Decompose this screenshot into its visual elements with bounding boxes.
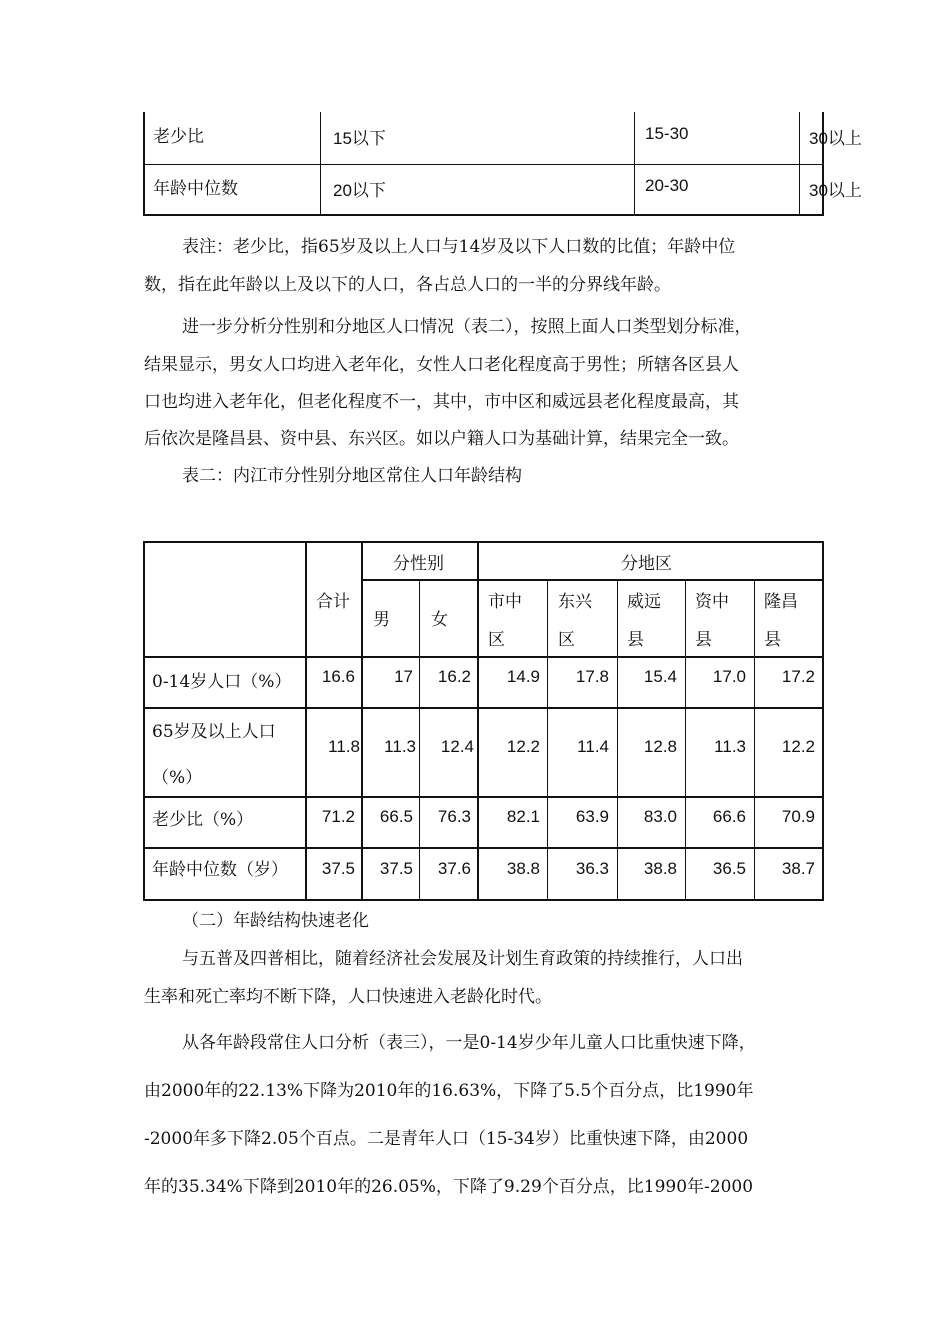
body-text-line: 口也均进入老年化，但老化程度不一，其中，市中区和威远县老化程度最高，其 xyxy=(144,392,739,412)
row-label: 0-14岁人口（%） xyxy=(152,672,292,692)
table-cell: 76.3 xyxy=(437,807,471,826)
table-cell: 12.4 xyxy=(440,737,474,756)
table-cell: 66.5 xyxy=(379,807,413,826)
table-cell: 20以下 xyxy=(333,181,386,200)
body-text-line: 年的35.34%下降到2010年的26.05%，下降了9.29个百分点，比1990年-2000 xyxy=(144,1177,754,1197)
table-cell: 15.4 xyxy=(643,667,677,686)
table-cell: 12.2 xyxy=(506,737,540,756)
table-cell: 38.7 xyxy=(781,859,815,878)
header-total: 合计 xyxy=(316,592,350,612)
table-cell: 11.3 xyxy=(714,737,746,756)
header-region-bottom: 县 xyxy=(627,630,644,650)
header-region-top: 资中 xyxy=(695,592,729,612)
header-female: 女 xyxy=(431,610,448,630)
body-text-line: 由2000年的22.13%下降为2010年的16.63%，下降了5.5个百分点，比1990年 xyxy=(144,1081,754,1101)
header-region-bottom: 县 xyxy=(764,630,781,650)
table-note-line: 表注：老少比，指65岁及以上人口与14岁及以下人口数的比值；年龄中位 xyxy=(182,237,736,257)
table-cell: 15以下 xyxy=(333,129,386,148)
table-cell: 36.5 xyxy=(712,859,746,878)
table-cell: 11.3 xyxy=(384,737,416,756)
table-border xyxy=(547,579,548,901)
body-text-line: -2000年多下降2.05个百点。二是青年人口（15-34岁）比重快速下降，由2000 xyxy=(144,1129,749,1149)
table-border xyxy=(143,899,824,901)
table-cell: 83.0 xyxy=(643,807,677,826)
section-heading: （二）年龄结构快速老化 xyxy=(182,911,369,931)
row-label-cont: （%） xyxy=(152,768,203,788)
body-text-line: 结果显示，男女人口均进入老年化，女性人口老化程度高于男性；所辖各区县人 xyxy=(144,355,739,375)
table-cell: 71.2 xyxy=(321,807,355,826)
table-cell: 66.6 xyxy=(712,807,746,826)
table-cell: 37.6 xyxy=(437,859,471,878)
table-cell: 12.2 xyxy=(781,737,815,756)
table-cell: 11.4 xyxy=(577,737,609,756)
table-border xyxy=(419,579,420,901)
table-cell: 16.6 xyxy=(321,667,355,686)
table-cell: 15-30 xyxy=(645,124,689,143)
table-border xyxy=(143,656,824,658)
header-region-bottom: 县 xyxy=(695,630,712,650)
table-cell: 12.8 xyxy=(643,737,677,756)
age-structure-table xyxy=(143,541,824,901)
table-border xyxy=(143,541,824,543)
body-text-line: 与五普及四普相比，随着经济社会发展及计划生育政策的持续推行，人口出 xyxy=(182,949,743,969)
table-cell: 30以上 xyxy=(809,129,862,148)
table-border xyxy=(143,707,824,709)
table-cell: 37.5 xyxy=(379,859,413,878)
table-border xyxy=(143,214,824,216)
body-text-line: 生率和死亡率均不断下降，人口快速进入老龄化时代。 xyxy=(144,987,552,1007)
header-region-bottom: 区 xyxy=(488,630,505,650)
table-cell: 36.3 xyxy=(575,859,609,878)
header-region-bottom: 区 xyxy=(558,630,575,650)
table-border xyxy=(143,847,824,849)
header-by-gender: 分性别 xyxy=(393,554,444,574)
table-note-line: 数，指在此年龄以上及以下的人口，各占总人口的一半的分界线年龄。 xyxy=(144,275,671,295)
table-cell: 17.8 xyxy=(575,667,609,686)
table-caption: 表二：内江市分性别分地区常住人口年龄结构 xyxy=(182,466,522,486)
table-cell-label: 老少比 xyxy=(153,127,204,147)
table-cell: 16.2 xyxy=(437,667,471,686)
table-cell: 63.9 xyxy=(575,807,609,826)
table-border xyxy=(617,579,618,901)
header-region-top: 东兴 xyxy=(558,592,592,612)
header-male: 男 xyxy=(373,610,390,630)
row-label: 年龄中位数（岁） xyxy=(152,860,288,880)
row-label: 65岁及以上人口 xyxy=(152,722,276,742)
table-border xyxy=(685,579,686,901)
table-border xyxy=(361,579,824,581)
table-cell: 38.8 xyxy=(643,859,677,878)
table-cell: 11.8 xyxy=(328,737,360,756)
table-cell: 82.1 xyxy=(506,807,540,826)
table-cell: 17.0 xyxy=(712,667,746,686)
body-text-line: 从各年龄段常住人口分析（表三），一是0-14岁少年儿童人口比重快速下降， xyxy=(182,1033,756,1053)
header-by-region: 分地区 xyxy=(621,554,672,574)
row-label: 老少比（%） xyxy=(152,810,254,830)
body-text-line: 后依次是隆昌县、资中县、东兴区。如以户籍人口为基础计算，结果完全一致。 xyxy=(144,429,739,449)
table-cell-label: 年龄中位数 xyxy=(153,179,238,199)
table-border xyxy=(143,796,824,798)
table-cell: 14.9 xyxy=(506,667,540,686)
table-cell: 17.2 xyxy=(781,667,815,686)
age-type-table xyxy=(143,112,862,216)
table-cell: 17 xyxy=(394,667,413,686)
table-cell: 70.9 xyxy=(781,807,815,826)
table-cell: 30以上 xyxy=(809,181,862,200)
body-text-line: 进一步分析分性别和分地区人口情况（表二），按照上面人口类型划分标准， xyxy=(182,317,752,337)
header-region-top: 隆昌 xyxy=(764,592,798,612)
table-cell: 20-30 xyxy=(645,176,689,195)
table-border xyxy=(143,164,824,165)
table-cell: 38.8 xyxy=(506,859,540,878)
header-region-top: 威远 xyxy=(627,592,661,612)
table-cell: 37.5 xyxy=(321,859,355,878)
table-border xyxy=(754,579,755,901)
header-region-top: 市中 xyxy=(488,592,522,612)
